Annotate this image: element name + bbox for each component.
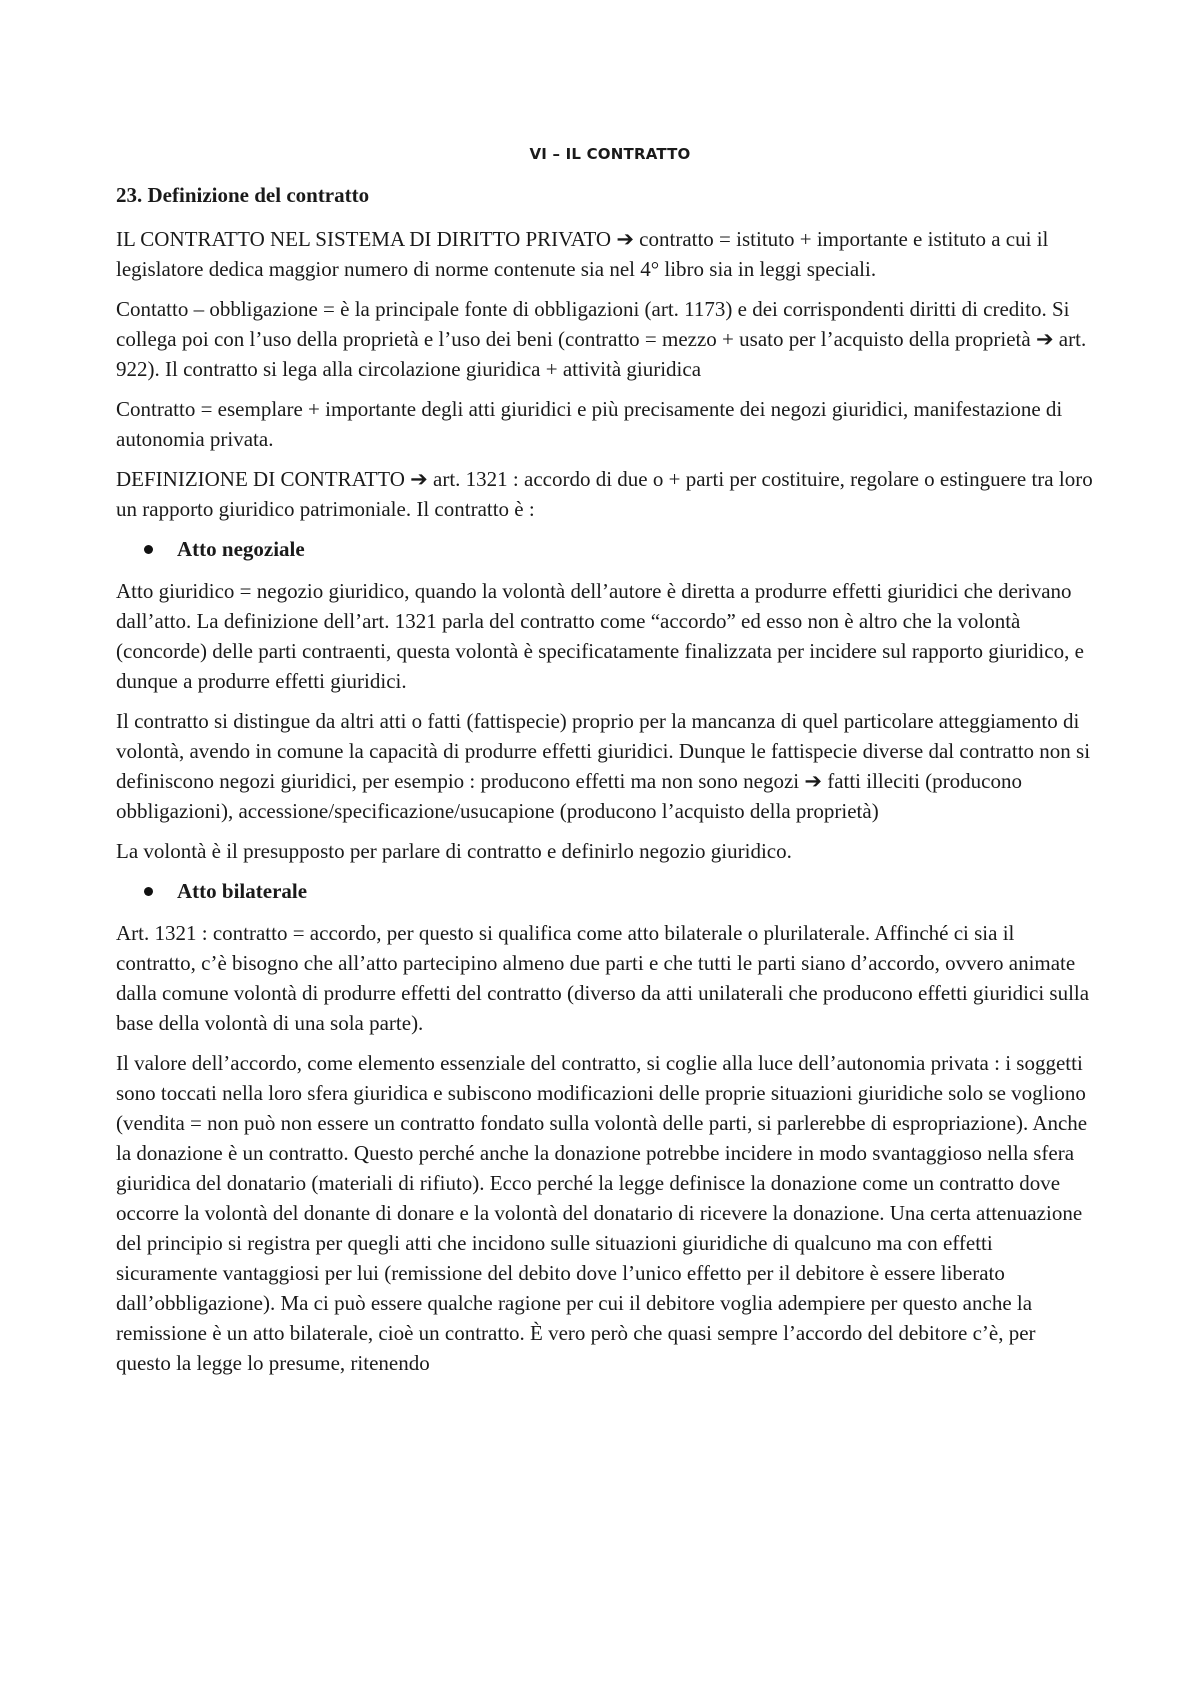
bullet-dot-icon [144, 887, 153, 896]
bullet-atto-negoziale [144, 534, 1094, 564]
paragraph-negoziale-3: La volontà è il presupposto per parlare di contratto e definirlo negozio giuridico. [116, 839, 792, 863]
section-title: 23. Definizione del contratto [116, 183, 370, 207]
bullet-label: Atto bilaterale [177, 879, 308, 903]
paragraph-negoziale-1: Atto giuridico = negozio giuridico, quando la volontà dell’autore è diretta a produrre effetti giuridici che derivano dall’atto. La definizione dell’art. 1321 parla del contratto come “accordo” ed esso non è altro che la volontà (concorde) delle parti contraenti, questa volontà è specificatamente finalizzata per incidere sul rapporto giuridico, e dunque a produrre effetti giuridici. [116, 579, 1084, 693]
paragraph-bilaterale-2: Il valore dell’accordo, come elemento essenziale del contratto, si coglie alla luce dell’autonomia privata : i soggetti sono toccati nella loro sfera giuridica e subiscono modificazioni delle proprie situazioni giuridiche solo se vogliono (vendita = non può non essere un contratto fondato sulla volontà delle parti, si parlerebbe di espropriazione). Anche la donazione è un contratto. Questo perché anche la donazione potrebbe incidere in modo svantaggioso nella sfera giuridica del donatario (materiali di rifiuto). Ecco perché la legge definisce la donazione come un contratto dove occorre la volontà del donante di donare e la volontà del donatario di ricevere la donazione. Una certa attenuazione del principio si registra per quegli atti che incidono sulle situazioni giuridiche di qualcuno ma con effetti sicuramente vantaggiosi per lui (remissione del debito dove l’unico effetto per il debitore è essere liberato dall’obbligazione). Ma ci può essere qualche ragione per cui il debitore voglia adempiere per questo anche la remissione è un atto bilaterale, cioè un contratto. È vero però che quasi sempre l’accordo del debitore c’è, per questo la legge lo presume, ritenendo [116, 1051, 1088, 1375]
bullet-atto-bilaterale [144, 876, 1094, 906]
paragraph-intro-3: Contratto = esemplare + importante degli atti giuridici e più precisamente dei negozi giuridici, manifestazione di autonomia privata. [116, 397, 1063, 451]
paragraph-bilaterale-1: Art. 1321 : contratto = accordo, per questo si qualifica come atto bilaterale o plurilaterale. Affinché ci sia il contratto, c’è bisogno che all’atto partecipino almeno due parti e che tutti le parti siano d’accordo, ovvero animate dalla comune volontà di produrre effetti del contratto (diverso da atti unilaterali che producono effetti giuridici sulla base della volontà di una sola parte). [116, 921, 1090, 1035]
document-page [116, 142, 1094, 1388]
bullet-label: Atto negoziale [177, 537, 305, 561]
paragraph-intro-1: IL CONTRATTO NEL SISTEMA DI DIRITTO PRIVATO ➔ contratto = istituto + importante e istituto a cui il legislatore dedica maggior numero di norme contenute sia nel 4° libro sia in leggi speciali. [116, 227, 1049, 281]
chapter-title: VI – IL CONTRATTO [529, 145, 691, 163]
paragraph-intro-2: Contatto – obbligazione = è la principale fonte di obbligazioni (art. 1173) e dei corrispondenti diritti di credito. Si collega poi con l’uso della proprietà e l’uso dei beni (contratto = mezzo + usato per l’acquisto della proprietà ➔ art. 922). Il contratto si lega alla circolazione giuridica + attività giuridica [116, 297, 1087, 381]
bullet-dot-icon [144, 545, 153, 554]
paragraph-negoziale-2: Il contratto si distingue da altri atti o fatti (fattispecie) proprio per la mancanza di quel particolare atteggiamento di volontà, avendo in comune la capacità di produrre effetti giuridici. Dunque le fattispecie diverse dal contratto non si definiscono negozi giuridici, per esempio : producono effetti ma non sono negozi ➔ fatti illeciti (producono obbligazioni), accessione/specificazione/usucapione (producono l’acquisto della proprietà) [116, 709, 1091, 823]
paragraph-intro-4: DEFINIZIONE DI CONTRATTO ➔ art. 1321 : accordo di due o + parti per costituire, regolare o estinguere tra loro un rapporto giuridico patrimoniale. Il contratto è : [116, 467, 1093, 521]
